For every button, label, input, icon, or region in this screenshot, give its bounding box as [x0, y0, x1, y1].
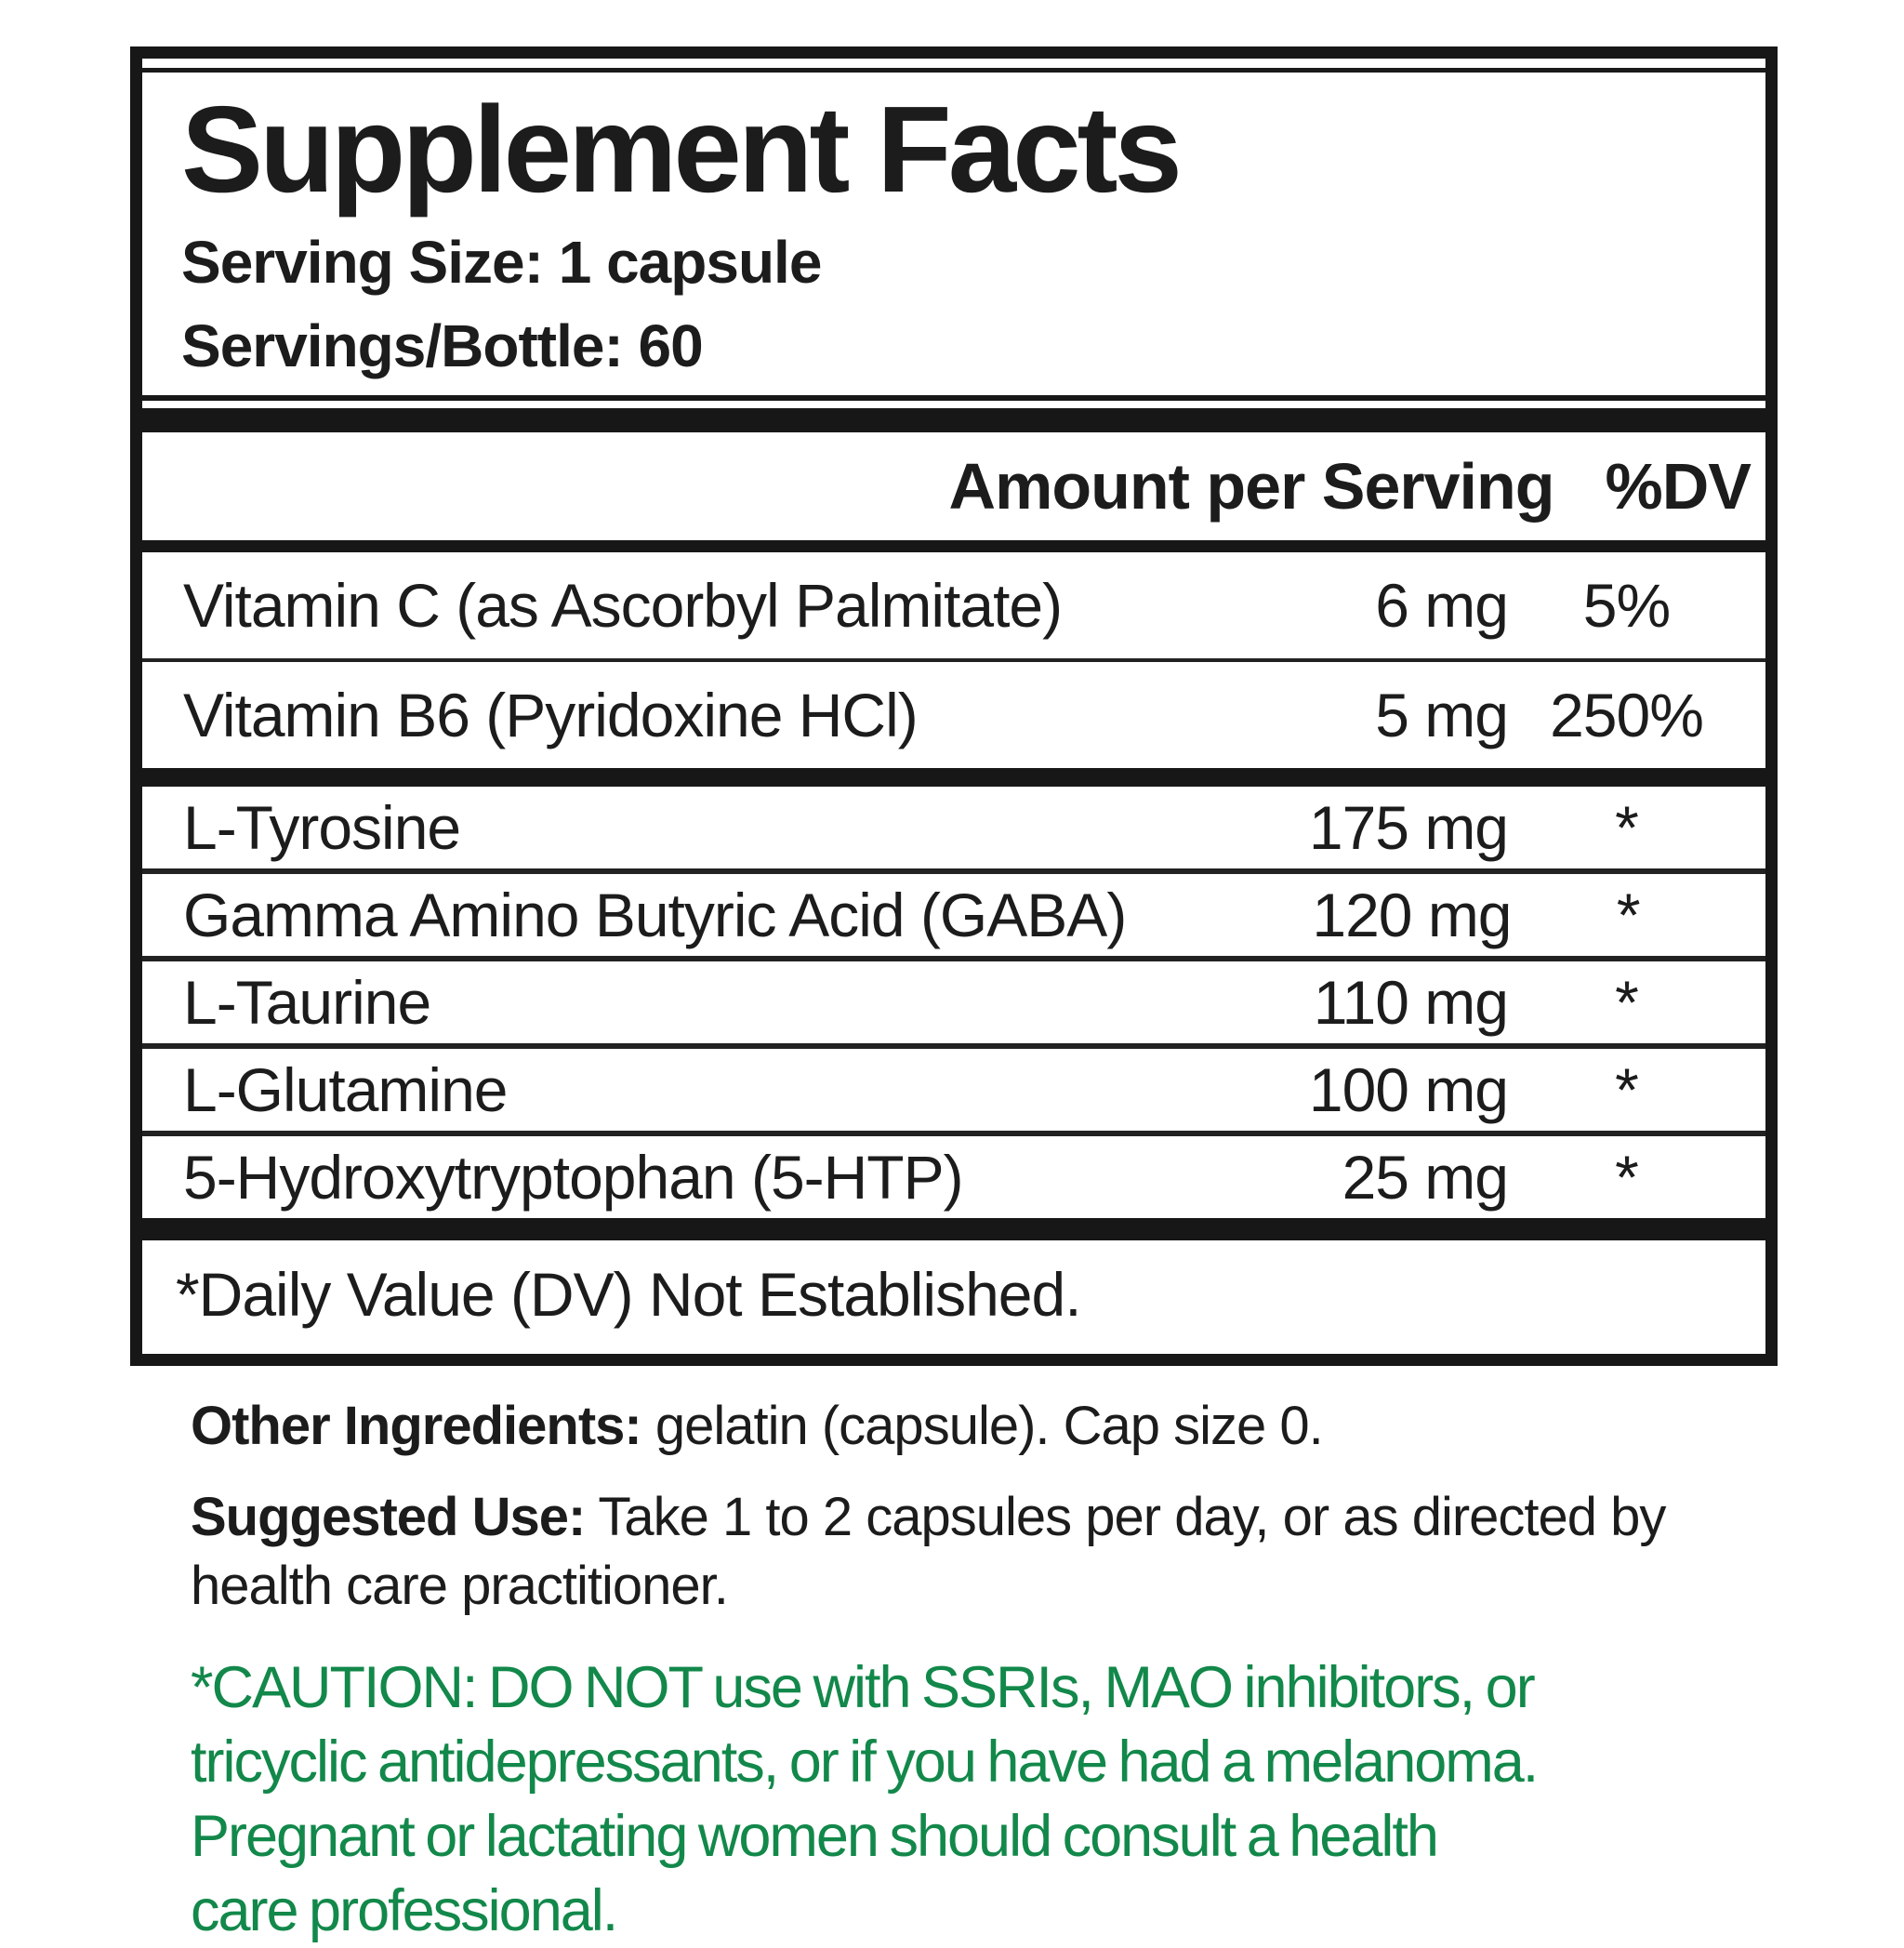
table-header-row — [142, 432, 1765, 540]
footnote-separator-bar — [142, 1218, 1765, 1240]
ingredient-amount: 175 mg — [1308, 792, 1508, 862]
daily-value-footnote: *Daily Value (DV) Not Established. — [176, 1259, 1081, 1329]
ingredient-name: L-Taurine — [183, 967, 431, 1037]
ingredient-dv: * — [1615, 1142, 1638, 1212]
caution-paragraph — [191, 1650, 1771, 1948]
table-row — [142, 662, 1765, 768]
ingredient-dv: * — [1615, 967, 1638, 1037]
header-separator-bar — [142, 540, 1765, 552]
ingredient-name: Vitamin C (as Ascorbyl Palmitate) — [183, 570, 1063, 640]
ingredient-name: L-Tyrosine — [183, 792, 461, 862]
caution-line: tricyclic antidepressants, or if you have had a melanoma. — [191, 1729, 1538, 1795]
ingredient-name: 5-Hydroxytryptophan (5-HTP) — [183, 1142, 963, 1212]
suggested-use-text: Take 1 to 2 capsules per day, or as directed by — [585, 1486, 1666, 1547]
table-row — [142, 874, 1765, 956]
table-row — [142, 1049, 1765, 1131]
table-row — [142, 1136, 1765, 1218]
table-row — [142, 787, 1765, 868]
servings-per-bottle-line: Servings/Bottle: 60 — [181, 311, 703, 379]
suggested-use-paragraph — [191, 1483, 1771, 1621]
ingredient-name: Gamma Amino Butyric Acid (GABA) — [183, 880, 1127, 949]
supplement-facts-panel — [130, 46, 1778, 1366]
ingredient-amount: 6 mg — [1375, 570, 1508, 640]
panel-title: Supplement Facts — [181, 81, 1179, 218]
ingredient-dv: 5% — [1582, 570, 1671, 640]
label-footer — [191, 1392, 1771, 1948]
ingredient-dv: * — [1615, 1054, 1638, 1124]
suggested-use-line1 — [191, 1483, 1771, 1552]
vitamins-separator-bar — [142, 768, 1765, 787]
ingredient-dv: * — [1615, 792, 1638, 862]
ingredient-amount: 120 mg — [1312, 880, 1512, 949]
suggested-use-line2: health care practitioner. — [191, 1555, 728, 1616]
separator-gap — [142, 401, 1765, 408]
table-row — [142, 961, 1765, 1043]
ingredient-name: Vitamin B6 (Pyridoxine HCl) — [183, 680, 918, 749]
ingredient-amount: 100 mg — [1308, 1054, 1508, 1124]
title-section — [142, 73, 1765, 401]
ingredient-dv: * — [1616, 880, 1640, 949]
other-ingredients-label: Other Ingredients: — [191, 1395, 641, 1456]
suggested-use-label: Suggested Use: — [191, 1486, 586, 1547]
other-ingredients-text: gelatin (capsule). Cap size 0. — [641, 1395, 1323, 1456]
caution-line: Pregnant or lactating women should consult a health — [191, 1803, 1437, 1869]
ingredient-name: L-Glutamine — [183, 1054, 508, 1124]
caution-line: *CAUTION: DO NOT use with SSRIs, MAO inhibitors, or — [191, 1654, 1534, 1720]
caution-line: care professional. — [191, 1877, 617, 1943]
amount-per-serving-header: Amount per Serving — [948, 449, 1554, 523]
ingredient-amount: 5 mg — [1375, 680, 1508, 749]
ingredient-amount: 25 mg — [1342, 1142, 1508, 1212]
ingredient-amount: 110 mg — [1313, 967, 1508, 1037]
serving-size-line: Serving Size: 1 capsule — [181, 228, 822, 296]
table-row — [142, 552, 1765, 658]
thick-separator-bar — [142, 408, 1765, 432]
ingredient-dv: 250% — [1550, 680, 1703, 749]
other-ingredients-paragraph — [191, 1392, 1771, 1461]
percent-dv-header: %DV — [1605, 449, 1751, 523]
